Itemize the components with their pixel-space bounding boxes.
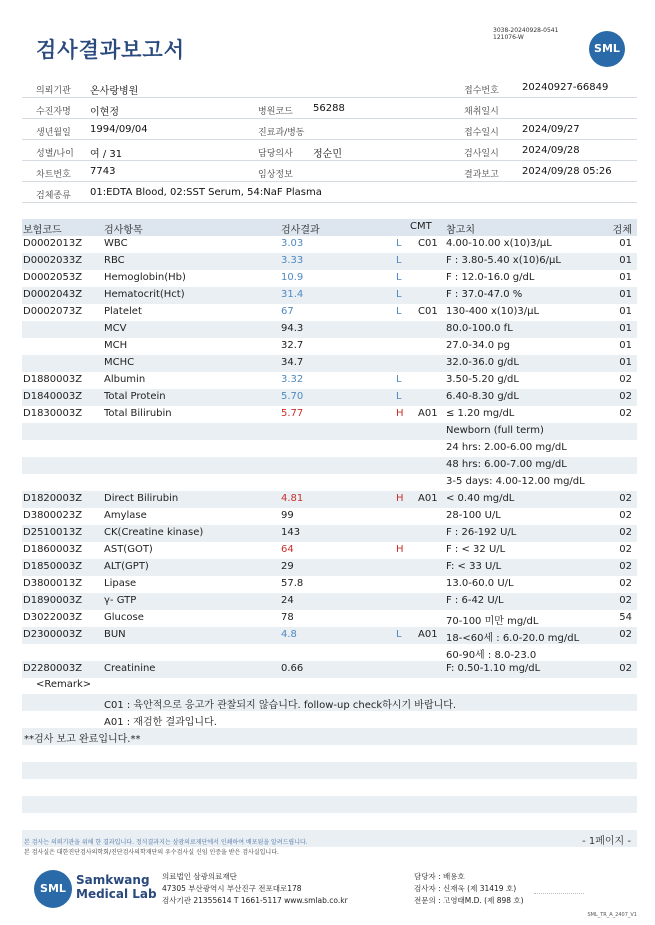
cell-spec: 01 [619,340,632,351]
dob-label: 생년월일 [36,128,71,138]
header-ref: 참고치 [446,225,475,236]
cell-spec: 02 [619,391,632,402]
info-row-3 [22,119,637,140]
cell-result: 3.32 [281,374,304,385]
table-row [22,440,637,457]
table-header [22,219,637,236]
cell-cmt: C01 [418,306,438,317]
sex-age-label: 성별/나이 [36,149,74,159]
table-row [22,508,637,525]
signature-mark [534,880,584,894]
chart-value: 7743 [90,166,116,177]
header-code: 보험코드 [23,225,62,236]
company-name-line-1: Samkwang [76,873,150,887]
cell-result: 143 [281,527,301,538]
table-row [22,236,637,253]
address-line-1: 의료법인 삼광의료재단 [162,872,237,881]
cell-spec: 02 [619,408,632,419]
table-row [22,304,637,321]
cell-code: D3022003Z [23,612,83,623]
footer-note-2: 본 검사실은 대한진단검사의학회/진단검사의학재단의 우수검사실 신임 인증을 받은 검사실입니다. [24,849,279,856]
cell-name: Creatinine [104,663,156,674]
cell-ref: 28-100 U/L [446,510,501,521]
report-value: 2024/09/28 05:26 [522,166,612,177]
cell-name: Direct Bilirubin [104,493,179,504]
remark-title: <Remark> [36,679,92,690]
cell-ref: 3-5 days: 4.00-12.00 mg/dL [446,476,585,487]
cell-spec: 54 [619,612,632,623]
cell-result: 5.70 [281,391,304,402]
cell-spec: 02 [619,493,632,504]
cell-flag: L [396,289,402,300]
blank-band-1 [22,762,637,779]
table-row [22,389,637,406]
table-row [22,321,637,338]
remark-complete-row [22,728,637,745]
cell-name: Total Bilirubin [104,408,172,419]
cell-code: D3800013Z [23,578,83,589]
doctor-label: 담당의사 [258,149,293,159]
table-row [22,338,637,355]
cell-name: BUN [104,629,126,640]
cell-ref: 24 hrs: 2.00-6.00 mg/dL [446,442,567,453]
hospital-code-value: 56288 [313,103,345,114]
table-row [22,253,637,270]
page-number: - 1페이지 - [582,836,631,847]
cell-name: Hemoglobin(Hb) [104,272,186,283]
cell-flag: L [396,374,402,385]
header-result: 검사결과 [281,225,320,236]
results-table [22,219,637,678]
cell-ref: 70-100 미만 mg/dL [446,616,539,627]
doctor-value: 정순민 [313,149,342,160]
cell-code: D1880003Z [23,374,83,385]
info-row-4 [22,140,637,161]
address-line-3: 검사기관 21355614 T 1661-5117 www.smlab.co.kr [162,896,348,905]
table-row [22,593,637,610]
remark-c01-row [22,694,637,711]
cell-spec: 02 [619,629,632,640]
cell-flag: H [396,544,404,555]
cell-flag: L [396,238,402,249]
cell-cmt: A01 [418,408,438,419]
cell-ref: F : 12.0-16.0 g/dL [446,272,535,283]
cell-spec: 02 [619,578,632,589]
receipt-date-label: 접수일시 [464,128,499,138]
cell-result: 4.81 [281,493,304,504]
cell-ref: F : 6-42 U/L [446,595,504,606]
cell-ref: 6.40-8.30 g/dL [446,391,519,402]
staff-line-2: 검사자 : 신재욱 (제 31419 호) [414,884,517,893]
dept-label: 진료과/병동 [258,128,305,138]
chart-label: 차트번호 [36,170,71,180]
cell-spec: 02 [619,595,632,606]
cell-code: D0002033Z [23,255,83,266]
sml-logo: SML [589,31,625,67]
table-row [22,627,637,644]
cell-code: D1860003Z [23,544,83,555]
cell-ref: F: 0.50-1.10 mg/dL [446,663,541,674]
cell-result: 32.7 [281,340,304,351]
hospital-code-label: 병원코드 [258,107,293,117]
cell-spec: 01 [619,272,632,283]
cell-name: RBC [104,255,125,266]
cell-ref: 3.50-5.20 g/dL [446,374,519,385]
table-row [22,491,637,508]
cell-ref: 18-<60세 : 6.0-20.0 mg/dL [446,633,580,644]
cell-code: D2280003Z [23,663,83,674]
patient-value: 이현정 [90,107,119,118]
staff-line-3: 전문의 : 고영태M.D. (제 898 호) [414,896,524,905]
receipt-no-value: 20240927-66849 [522,82,609,93]
footer-sml-logo: SML [34,870,72,908]
cell-name: CK(Creatine kinase) [104,527,204,538]
cell-name: Albumin [104,374,146,385]
dob-value: 1994/09/04 [90,124,148,135]
cell-ref: F : 37.0-47.0 % [446,289,523,300]
cell-flag: L [396,272,402,283]
cell-ref: 4.00-10.00 x(10)3/μL [446,238,552,249]
cell-result: 67 [281,306,294,317]
table-row [22,406,637,423]
cell-spec: 01 [619,255,632,266]
cell-ref: F: < 33 U/L [446,561,502,572]
cell-cmt: C01 [418,238,438,249]
cell-ref: 32.0-36.0 g/dL [446,357,519,368]
cell-spec: 02 [619,663,632,674]
cell-code: D0002013Z [23,238,83,249]
cell-result: 24 [281,595,294,606]
cell-name: MCH [104,340,128,351]
remark-a01: A01 : 재검한 결과입니다. [104,717,217,728]
cell-ref: F : 26-192 U/L [446,527,517,538]
cell-ref: 13.0-60.0 U/L [446,578,514,589]
cell-code: D1830003Z [23,408,83,419]
company-name-line-2: Medical Lab [76,887,157,901]
staff-line-1: 담당자 : 배용호 [414,872,465,881]
cell-ref: 80.0-100.0 fL [446,323,513,334]
cell-flag: L [396,391,402,402]
table-row [22,576,637,593]
institution-value: 온사랑병원 [90,86,139,97]
company-address [162,871,348,907]
cell-name: Platelet [104,306,142,317]
table-row [22,457,637,474]
info-row-5 [22,161,637,182]
cell-spec: 01 [619,289,632,300]
specimen-value: 01:EDTA Blood, 02:SST Serum, 54:NaF Plasma [90,187,322,198]
patient-info [22,77,637,203]
cell-spec: 02 [619,527,632,538]
cell-name: MCHC [104,357,135,368]
cell-flag: L [396,629,402,640]
header-cmt: CMT [410,221,432,232]
sex-age-value: 여 / 31 [90,149,123,160]
cell-result: 78 [281,612,294,623]
company-name [76,873,157,901]
cell-name: WBC [104,238,128,249]
cell-code: D3800023Z [23,510,83,521]
cell-result: 4.8 [281,629,297,640]
cell-flag: H [396,408,404,419]
cell-code: D1840003Z [23,391,83,402]
collect-label: 채취일시 [464,107,499,117]
cell-spec: 01 [619,238,632,249]
cell-result: 3.03 [281,238,304,249]
remark-title-row [22,677,637,694]
table-row [22,287,637,304]
cell-ref: 60-90세 : 8.0-23.0 [446,650,537,661]
table-row [22,525,637,542]
cell-result: 0.66 [281,663,304,674]
cell-spec: 02 [619,510,632,521]
cell-code: D1850003Z [23,561,83,572]
report-title: 검사결과보고서 [36,38,186,62]
cell-cmt: A01 [418,493,438,504]
cell-name: Glucose [104,612,144,623]
info-row-1 [22,77,637,98]
doc-number-line-2: 121076-W [493,34,524,41]
institution-label: 의뢰기관 [36,86,71,96]
receipt-no-label: 접수번호 [464,86,499,96]
table-row [22,355,637,372]
cell-name: Amylase [104,510,147,521]
cell-spec: 02 [619,374,632,385]
cell-ref: 27.0-34.0 pg [446,340,511,351]
test-date-value: 2024/09/28 [522,145,580,156]
form-code: SML_TR_A_2407_V1 [587,912,637,918]
info-row-6 [22,182,637,203]
cell-result: 64 [281,544,294,555]
cell-code: D1820003Z [23,493,83,504]
table-row [22,423,637,440]
cell-result: 5.77 [281,408,304,419]
cell-spec: 02 [619,561,632,572]
cell-result: 29 [281,561,294,572]
cell-result: 99 [281,510,294,521]
cell-name: AST(GOT) [104,544,153,555]
remark-c01: C01 : 육안적으로 응고가 관찰되지 않습니다. follow-up check하시기 바랍니다. [104,700,457,711]
footer-note-1: 본 검사는 의뢰기관을 위해 한 결과입니다. 정식결과지는 삼광의료재단에서 인쇄하여 배포됨을 알려드립니다. [24,839,308,846]
cell-spec: 01 [619,323,632,334]
cell-code: D2300003Z [23,629,83,640]
cell-code: D2510013Z [23,527,83,538]
doc-number-line-1: 3038-20240928-0541 [493,27,559,34]
cell-result: 10.9 [281,272,304,283]
table-row [22,661,637,678]
cell-result: 34.7 [281,357,304,368]
cell-name: γ- GTP [104,595,137,606]
cell-ref: 48 hrs: 6.00-7.00 mg/dL [446,459,567,470]
cell-ref: ≤ 1.20 mg/dL [446,408,515,419]
cell-name: ALT(GPT) [104,561,149,572]
table-row [22,542,637,559]
table-row [22,644,637,661]
table-row [22,559,637,576]
document-number [493,27,558,41]
header-name: 검사항목 [104,225,143,236]
cell-flag: L [396,255,402,266]
specimen-label: 검체종류 [36,191,71,201]
cell-ref: Newborn (full term) [446,425,544,436]
cell-name: Hematocrit(Hct) [104,289,185,300]
cell-spec: 01 [619,306,632,317]
receipt-date-value: 2024/09/27 [522,124,580,135]
cell-name: Total Protein [104,391,166,402]
remark-a01-row [22,711,637,728]
cell-name: MCV [104,323,127,334]
cell-code: D0002043Z [23,289,83,300]
cell-spec: 01 [619,357,632,368]
cell-ref: < 0.40 mg/dL [446,493,515,504]
report-complete: **검사 보고 완료입니다.** [24,734,141,745]
report-label: 결과보고 [464,170,499,180]
blank-band-2 [22,796,637,813]
cell-flag: L [396,306,402,317]
cell-result: 57.8 [281,578,304,589]
table-body [22,236,637,678]
cell-ref: F : 3.80-5.40 x(10)6/μL [446,255,561,266]
cell-spec: 02 [619,544,632,555]
table-row [22,270,637,287]
cell-code: D0002053Z [23,272,83,283]
remark-section [22,677,637,745]
test-date-label: 검사일시 [464,149,499,159]
header-spec: 검체 [612,225,632,236]
footer-notes [24,838,308,858]
table-row [22,610,637,627]
cell-result: 3.33 [281,255,304,266]
cell-code: D0002073Z [23,306,83,317]
cell-name: Lipase [104,578,137,589]
patient-label: 수진자명 [36,107,71,117]
cell-result: 94.3 [281,323,304,334]
cell-cmt: A01 [418,629,438,640]
clinical-label: 임상정보 [258,170,293,180]
cell-flag: H [396,493,404,504]
cell-ref: F : < 32 U/L [446,544,506,555]
table-row [22,474,637,491]
info-row-2 [22,98,637,119]
table-row [22,372,637,389]
cell-code: D1890003Z [23,595,83,606]
address-line-2: 47305 부산광역시 부산진구 전포대로178 [162,884,302,893]
staff-info [414,871,524,907]
cell-ref: 130-400 x(10)3/μL [446,306,540,317]
cell-result: 31.4 [281,289,304,300]
